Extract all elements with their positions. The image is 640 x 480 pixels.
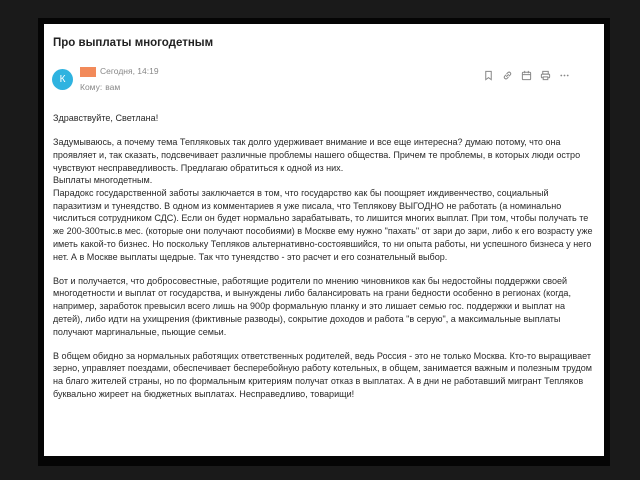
paragraph-intro: Задумываюсь, а почему тема Тепляковых так долго удерживает внимание и все еще интересна? думаю потому, что она проявляет и, так сказать, подсвечивает различные проблемы нашего общества. Причем те проблемы, в которых люди остро чувствуют несправедливость. Предлагаю обратиться к одной из них. — [53, 137, 581, 173]
bookmark-icon[interactable] — [482, 69, 494, 81]
avatar[interactable]: К — [52, 69, 73, 90]
greeting: Здравствуйте, Светлана! — [53, 113, 159, 123]
paragraph-paradox: Парадокс государственной заботы заключается в том, что государство как бы поощряет иждивенчество, социальный паразитизм и тунеядство. В одном из комментариев я уже писала, что Теплякову ВЫГОДНО не работать (а номинально числиться сотрудником СДС). Если он будет нормально зарабатывать, то лишится многих выплат. При том, чтобы получать те же 200-300тыс.в мес. (которые они получают пособиями) в Москве ему нужно "пахать" от зари до зари, либо к его возрасту уже иметь какой-то бизнес. Но поскольку Тепляков альтернативно-состоявшийся, то ни опыта работы, ни успешного бизнеса у него нет. А в Москве выплаты щедрые. Так что тунеядство - это расчет и его сознательный выбор. — [53, 188, 593, 262]
paragraph-parents: Вот и получается, что добросовестные, работящие родители по мнению чиновников как бы недостойны поддержки своей многодетности и выплат от государства, и вынуждены либо балансировать на грани бедности особенно в регионах (когда, например, заработок превысил всего лишь на 900р формальную планку и это лишает семью гос. поддержки и выплат на детей), либо идти на ухищрения (фиктивные разводы), сокрытие доходов и работа "в серую", а максимальные выплаты получают маргинальные, пьющие семьи. — [53, 275, 571, 337]
print-icon[interactable] — [539, 69, 551, 81]
recipient-label: Кому: — [80, 82, 103, 92]
email-subject: Про выплаты многодетным — [53, 37, 214, 49]
calendar-icon[interactable] — [520, 69, 532, 81]
email-body — [53, 112, 593, 401]
more-icon[interactable] — [558, 69, 570, 81]
recipient-line — [80, 82, 120, 92]
recipient-value[interactable]: вам — [105, 82, 121, 92]
paragraph-heading: Выплаты многодетным. — [53, 175, 153, 186]
link-icon[interactable] — [501, 69, 513, 81]
paragraph-conclusion: В общем обидно за нормальных работящих ответственных родителей, ведь Россия - это не только Москва. Кто-то выращивает зерно, управляет поездами, обеспечивает бесперебойную работу котельных, в общем, занимается важным и полезным трудом на благо жителей страны, но по формальным критериям получат отказ в выплатах. А в дни не работавший мигрант Тепляков буквально жиреет на бюджетных выплатах. Несправедливо, товарищи! — [53, 350, 592, 399]
email-card — [44, 24, 604, 456]
sender-name-redacted — [80, 67, 96, 77]
email-date: Сегодня, 14:19 — [100, 66, 159, 76]
email-toolbar — [482, 69, 570, 81]
